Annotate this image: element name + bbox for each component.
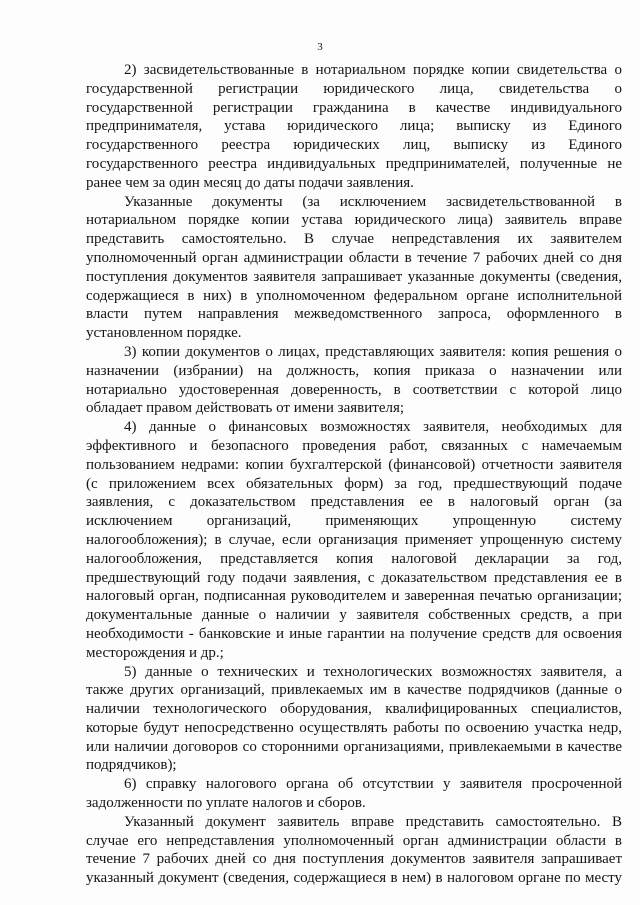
text-line: также других организаций, привлекаемых им в качестве подрядчиков (данные о [86,682,622,699]
text-line: поступления документов заявителя запрашивает указанные документы (сведения, [86,268,622,285]
text-line: подрядчиков); [86,757,177,774]
paragraph [86,813,622,888]
text-line: наличии технологического оборудования, квалифицированных специалистов, [86,701,622,718]
text-line: которые будут непосредственно осуществлять работы по освоению участка недр, [86,719,622,736]
text-line: необходимости - банковские и иные гарантии на получение средств для освоения [86,625,622,642]
text-line: налогообложения); в случае, если организация применяет упрощенную систему [86,531,622,548]
text-line: государственной регистрации гражданина в качестве индивидуального [86,99,622,116]
text-line: эффективного и безопасного проведения работ, связанных с намечаемым [86,437,622,454]
paragraph [86,418,622,662]
text-line: заявления, с доказательством представления ее в налоговый орган (за [86,494,622,511]
text-line: 6) справку налогового органа об отсутствии у заявителя просроченной [124,776,622,793]
text-line: налогообложения, представляется копия налоговой декларации за год, [86,550,622,567]
text-line: власти путем направления межведомственного запроса, оформленного в [86,306,622,323]
text-line: 4) данные о финансовых возможностях заявителя, необходимых для [124,419,622,436]
text-line: обладает правом действовать от имени заявителя; [86,400,405,417]
text-line: нотариальном порядке копии устава юридического лица) заявитель вправе [86,212,622,229]
text-line: задолженности по уплате налогов и сборов. [86,795,366,812]
text-line: документальные данные о наличии у заявителя собственных средств, а при [86,607,622,624]
text-line: пользованием недрами: копии бухгалтерской (финансовой) отчетности заявителя [86,456,622,473]
text-line: государственного реестра юридических лиц, выписку из Единого [86,137,622,154]
paragraph [86,193,622,343]
text-line: или наличии договоров со сторонними организациями, привлекаемыми в качестве [86,738,622,755]
text-line: Указанные документы (за исключением засвидетельствованной в [124,193,622,210]
text-line: 5) данные о технических и технологических возможностях заявителя, а [124,663,622,680]
text-line: представить самостоятельно. В случае непредставления их заявителем [86,231,622,248]
text-line: 2) засвидетельствованные в нотариальном порядке копии свидетельства о [124,62,622,78]
paragraph [86,663,622,776]
paragraph [86,775,622,813]
text-line: Указанный документ заявитель вправе представить самостоятельно. В [124,813,622,830]
paragraph [86,343,622,418]
text-line: 3) копии документов о лицах, представляющих заявителя: копия решения о [124,343,622,360]
text-line: месторождения и др.; [86,644,224,661]
text-line: государственной регистрации юридического лица, свидетельства о [86,80,622,97]
text-line: указанный документ (сведения, содержащиеся в нем) в налоговом органе по месту [86,870,622,887]
text-line: исключением организаций, применяющих упрощенную систему [86,513,622,530]
text-line: установленном порядке. [86,325,242,342]
text-line: уполномоченный орган администрации области в течение 7 рабочих дней со дня [86,249,622,266]
text-line: (с приложением всех обязательных форм) за год, предшествующий подаче [86,475,622,492]
page-number: 3 [317,41,323,53]
text-line: нотариально удостоверенная доверенность, в соответствии с которой лицо [86,381,622,398]
text-line: случае его непредставления уполномоченный орган администрации области в [86,832,622,849]
text-line: налоговый орган, подписанная руководителем и заверенная печатью организации; [86,588,622,605]
document-body [86,61,622,888]
text-line: государственного реестра индивидуальных предпринимателей, полученные не [86,155,622,172]
text-line: содержащиеся в них) в уполномоченном федеральном органе исполнительной [86,287,622,304]
text-line: назначении (избрании) на должность, копия приказа о назначении или [86,362,622,379]
text-line: течение 7 рабочих дней со дня поступления документов заявителя запрашивает [86,851,622,868]
paragraph [86,61,622,193]
text-line: ранее чем за один месяц до даты подачи заявления. [86,174,414,191]
text-line: предшествующий году подачи заявления, с доказательством представления ее в [86,569,622,586]
text-line: предпринимателя, устава юридического лица; выписку из Единого [86,118,622,135]
